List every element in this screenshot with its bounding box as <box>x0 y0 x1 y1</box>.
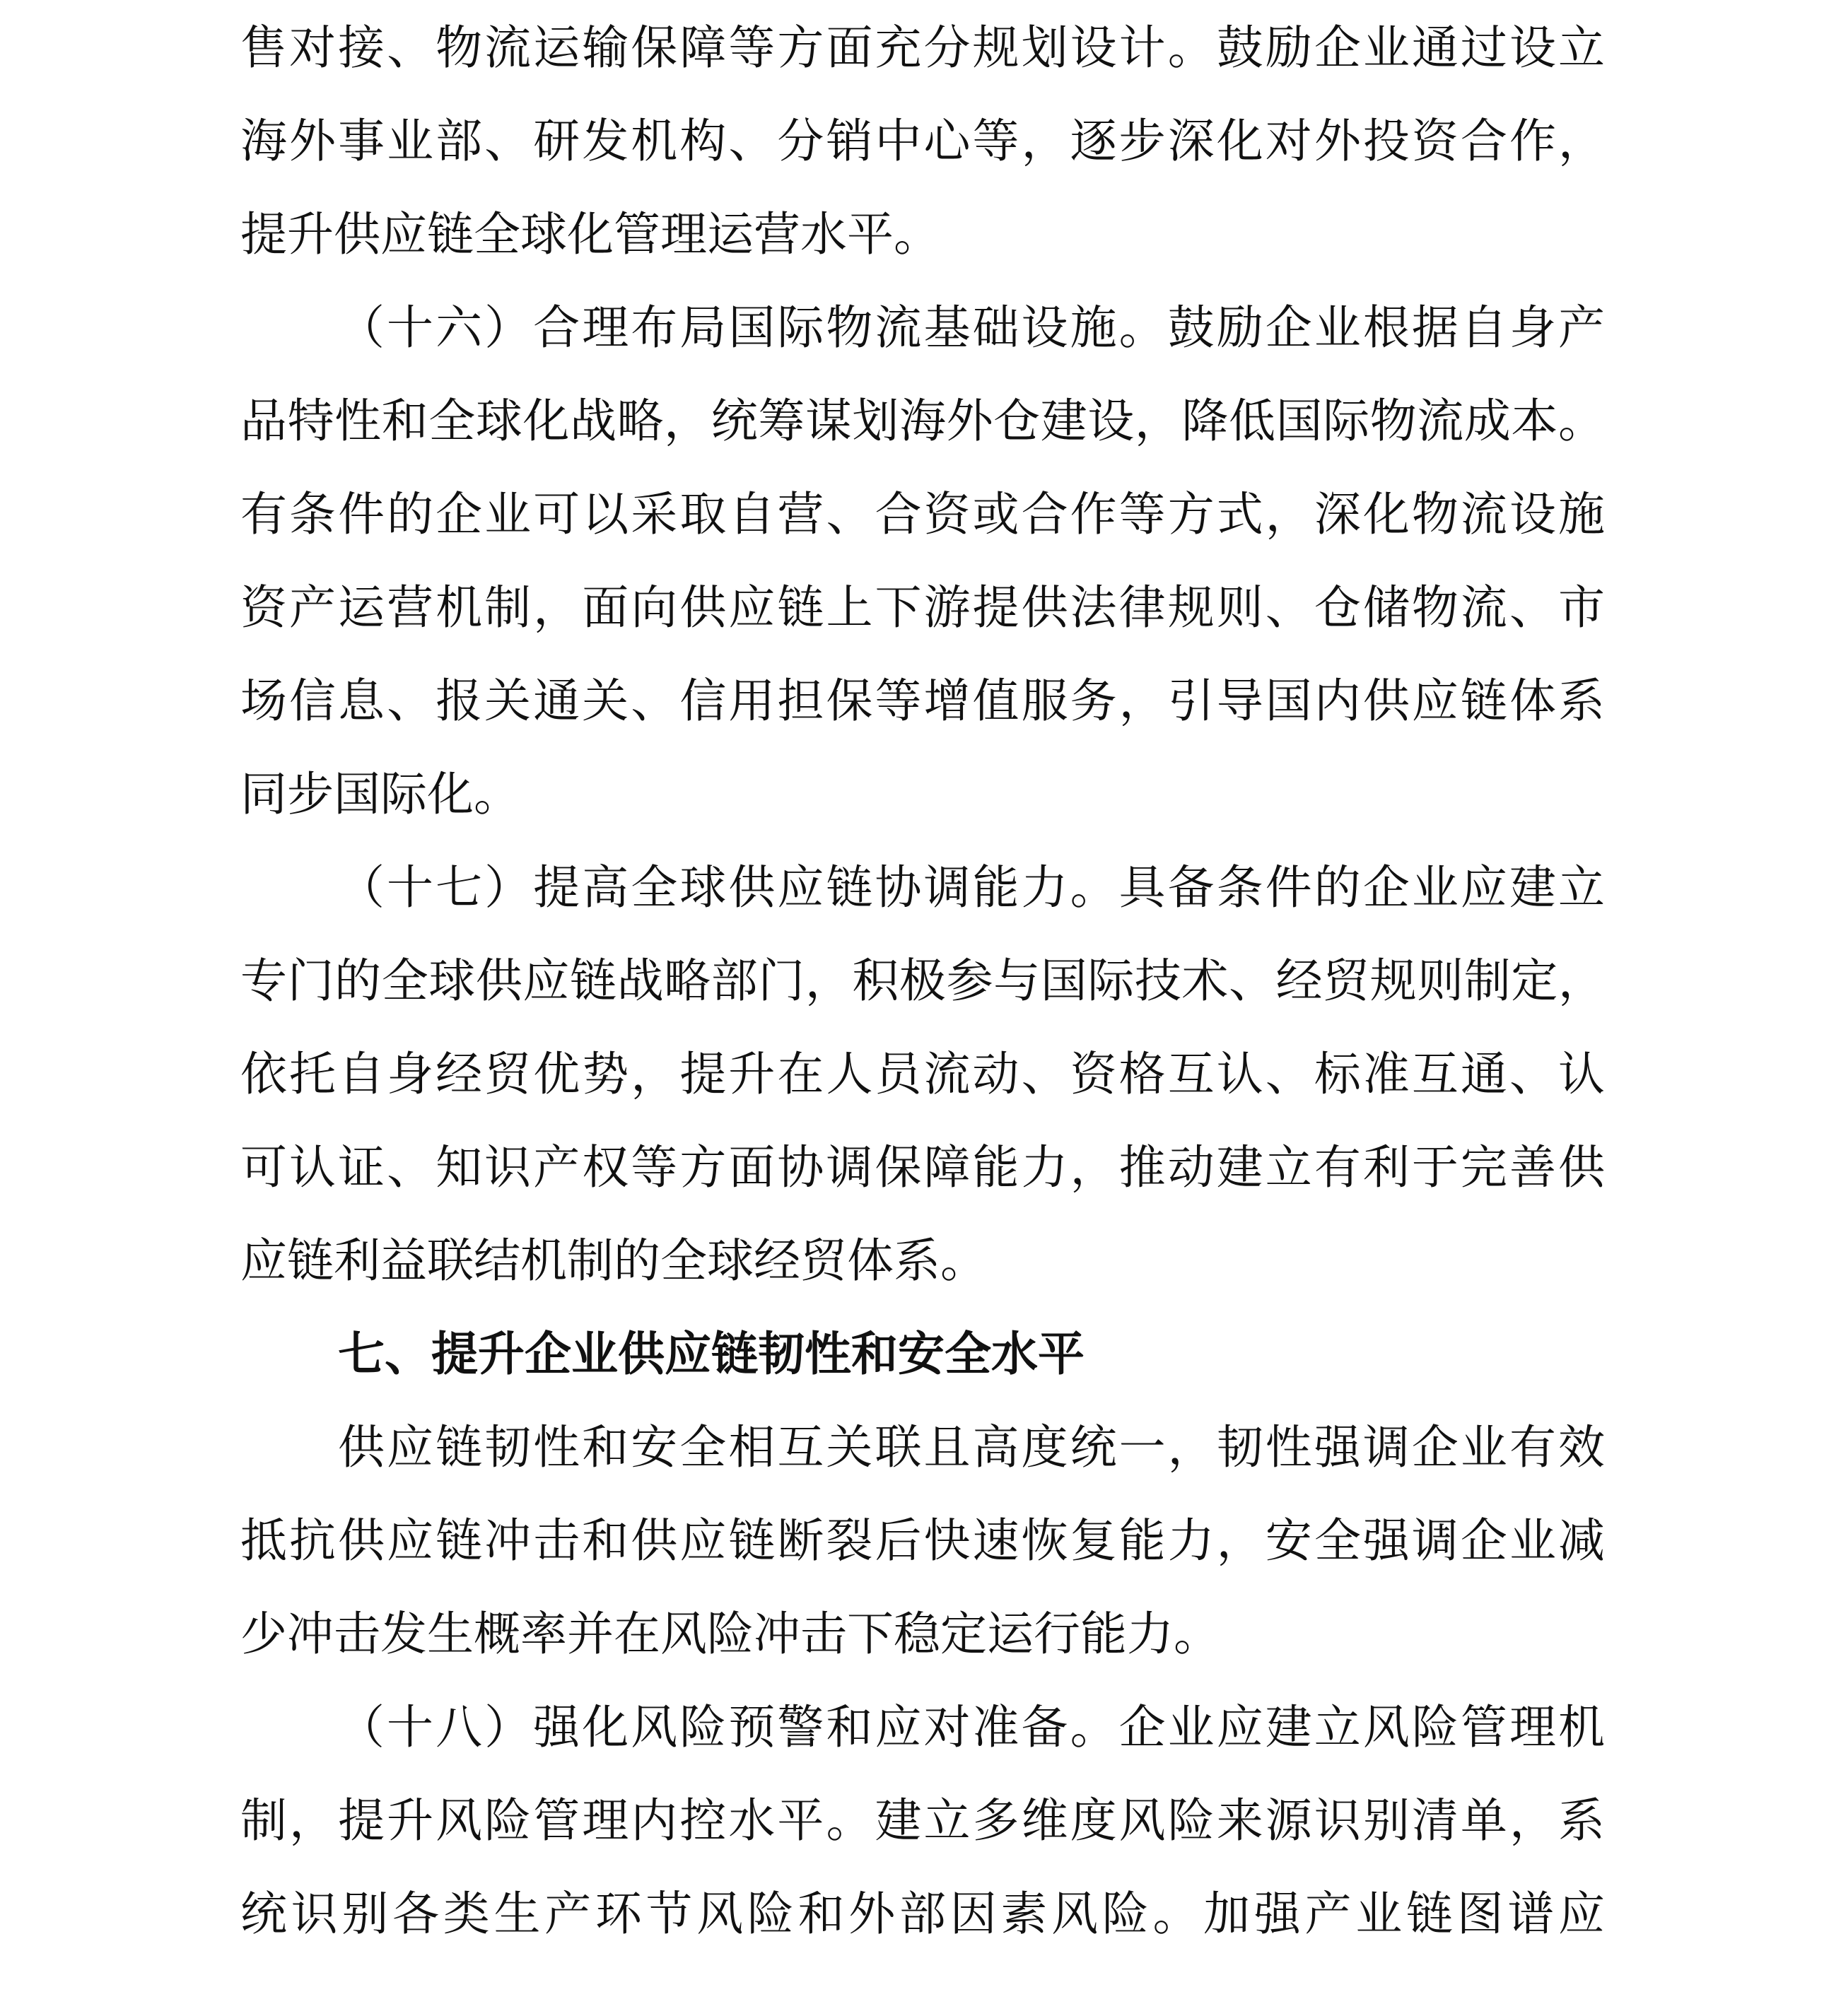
text-line: 应链利益联结机制的全球经贸体系。 <box>240 1233 987 1288</box>
text-line: 有条件的企业可以采取自营、合资或合作等方式，深化物流设施 <box>240 487 1605 541</box>
text-line: 统识别各类生产环节风险和外部因素风险。加强产业链图谱应 <box>240 1887 1605 1941</box>
text-line: 提升供应链全球化管理运营水平。 <box>240 207 940 262</box>
text-line: 抵抗供应链冲击和供应链断裂后快速恢复能力，安全强调企业减 <box>240 1513 1605 1568</box>
text-line: 资产运营机制，面向供应链上下游提供法律规则、仓储物流、市 <box>240 580 1605 635</box>
paragraph-first-line: （十八）强化风险预警和应对准备。企业应建立风险管理机 <box>338 1700 1605 1754</box>
text-line: 海外事业部、研发机构、分销中心等，逐步深化对外投资合作， <box>240 114 1605 168</box>
text-line: 依托自身经贸优势，提升在人员流动、资格互认、标准互通、认 <box>240 1047 1605 1101</box>
text-line: 同步国际化。 <box>240 767 520 821</box>
text-line: 场信息、报关通关、信用担保等增值服务，引导国内供应链体系 <box>240 674 1605 728</box>
paragraph-first-line: 供应链韧性和安全相互关联且高度统一，韧性强调企业有效 <box>338 1420 1605 1475</box>
text-line: 售对接、物流运输保障等方面充分规划设计。鼓励企业通过设立 <box>240 20 1605 75</box>
section-heading: 七、提升企业供应链韧性和安全水平 <box>338 1327 1085 1381</box>
paragraph-first-line: （十七）提高全球供应链协调能力。具备条件的企业应建立 <box>338 860 1605 915</box>
text-line: 品特性和全球化战略，统筹谋划海外仓建设，降低国际物流成本。 <box>240 394 1605 448</box>
text-line: 可认证、知识产权等方面协调保障能力，推动建立有利于完善供 <box>240 1140 1605 1195</box>
paragraph-first-line: （十六）合理布局国际物流基础设施。鼓励企业根据自身产 <box>338 300 1605 355</box>
text-line: 专门的全球供应链战略部门，积极参与国际技术、经贸规则制定， <box>240 954 1605 1008</box>
text-line: 少冲击发生概率并在风险冲击下稳定运行能力。 <box>240 1607 1220 1661</box>
text-line: 制，提升风险管理内控水平。建立多维度风险来源识别清单，系 <box>240 1793 1605 1848</box>
